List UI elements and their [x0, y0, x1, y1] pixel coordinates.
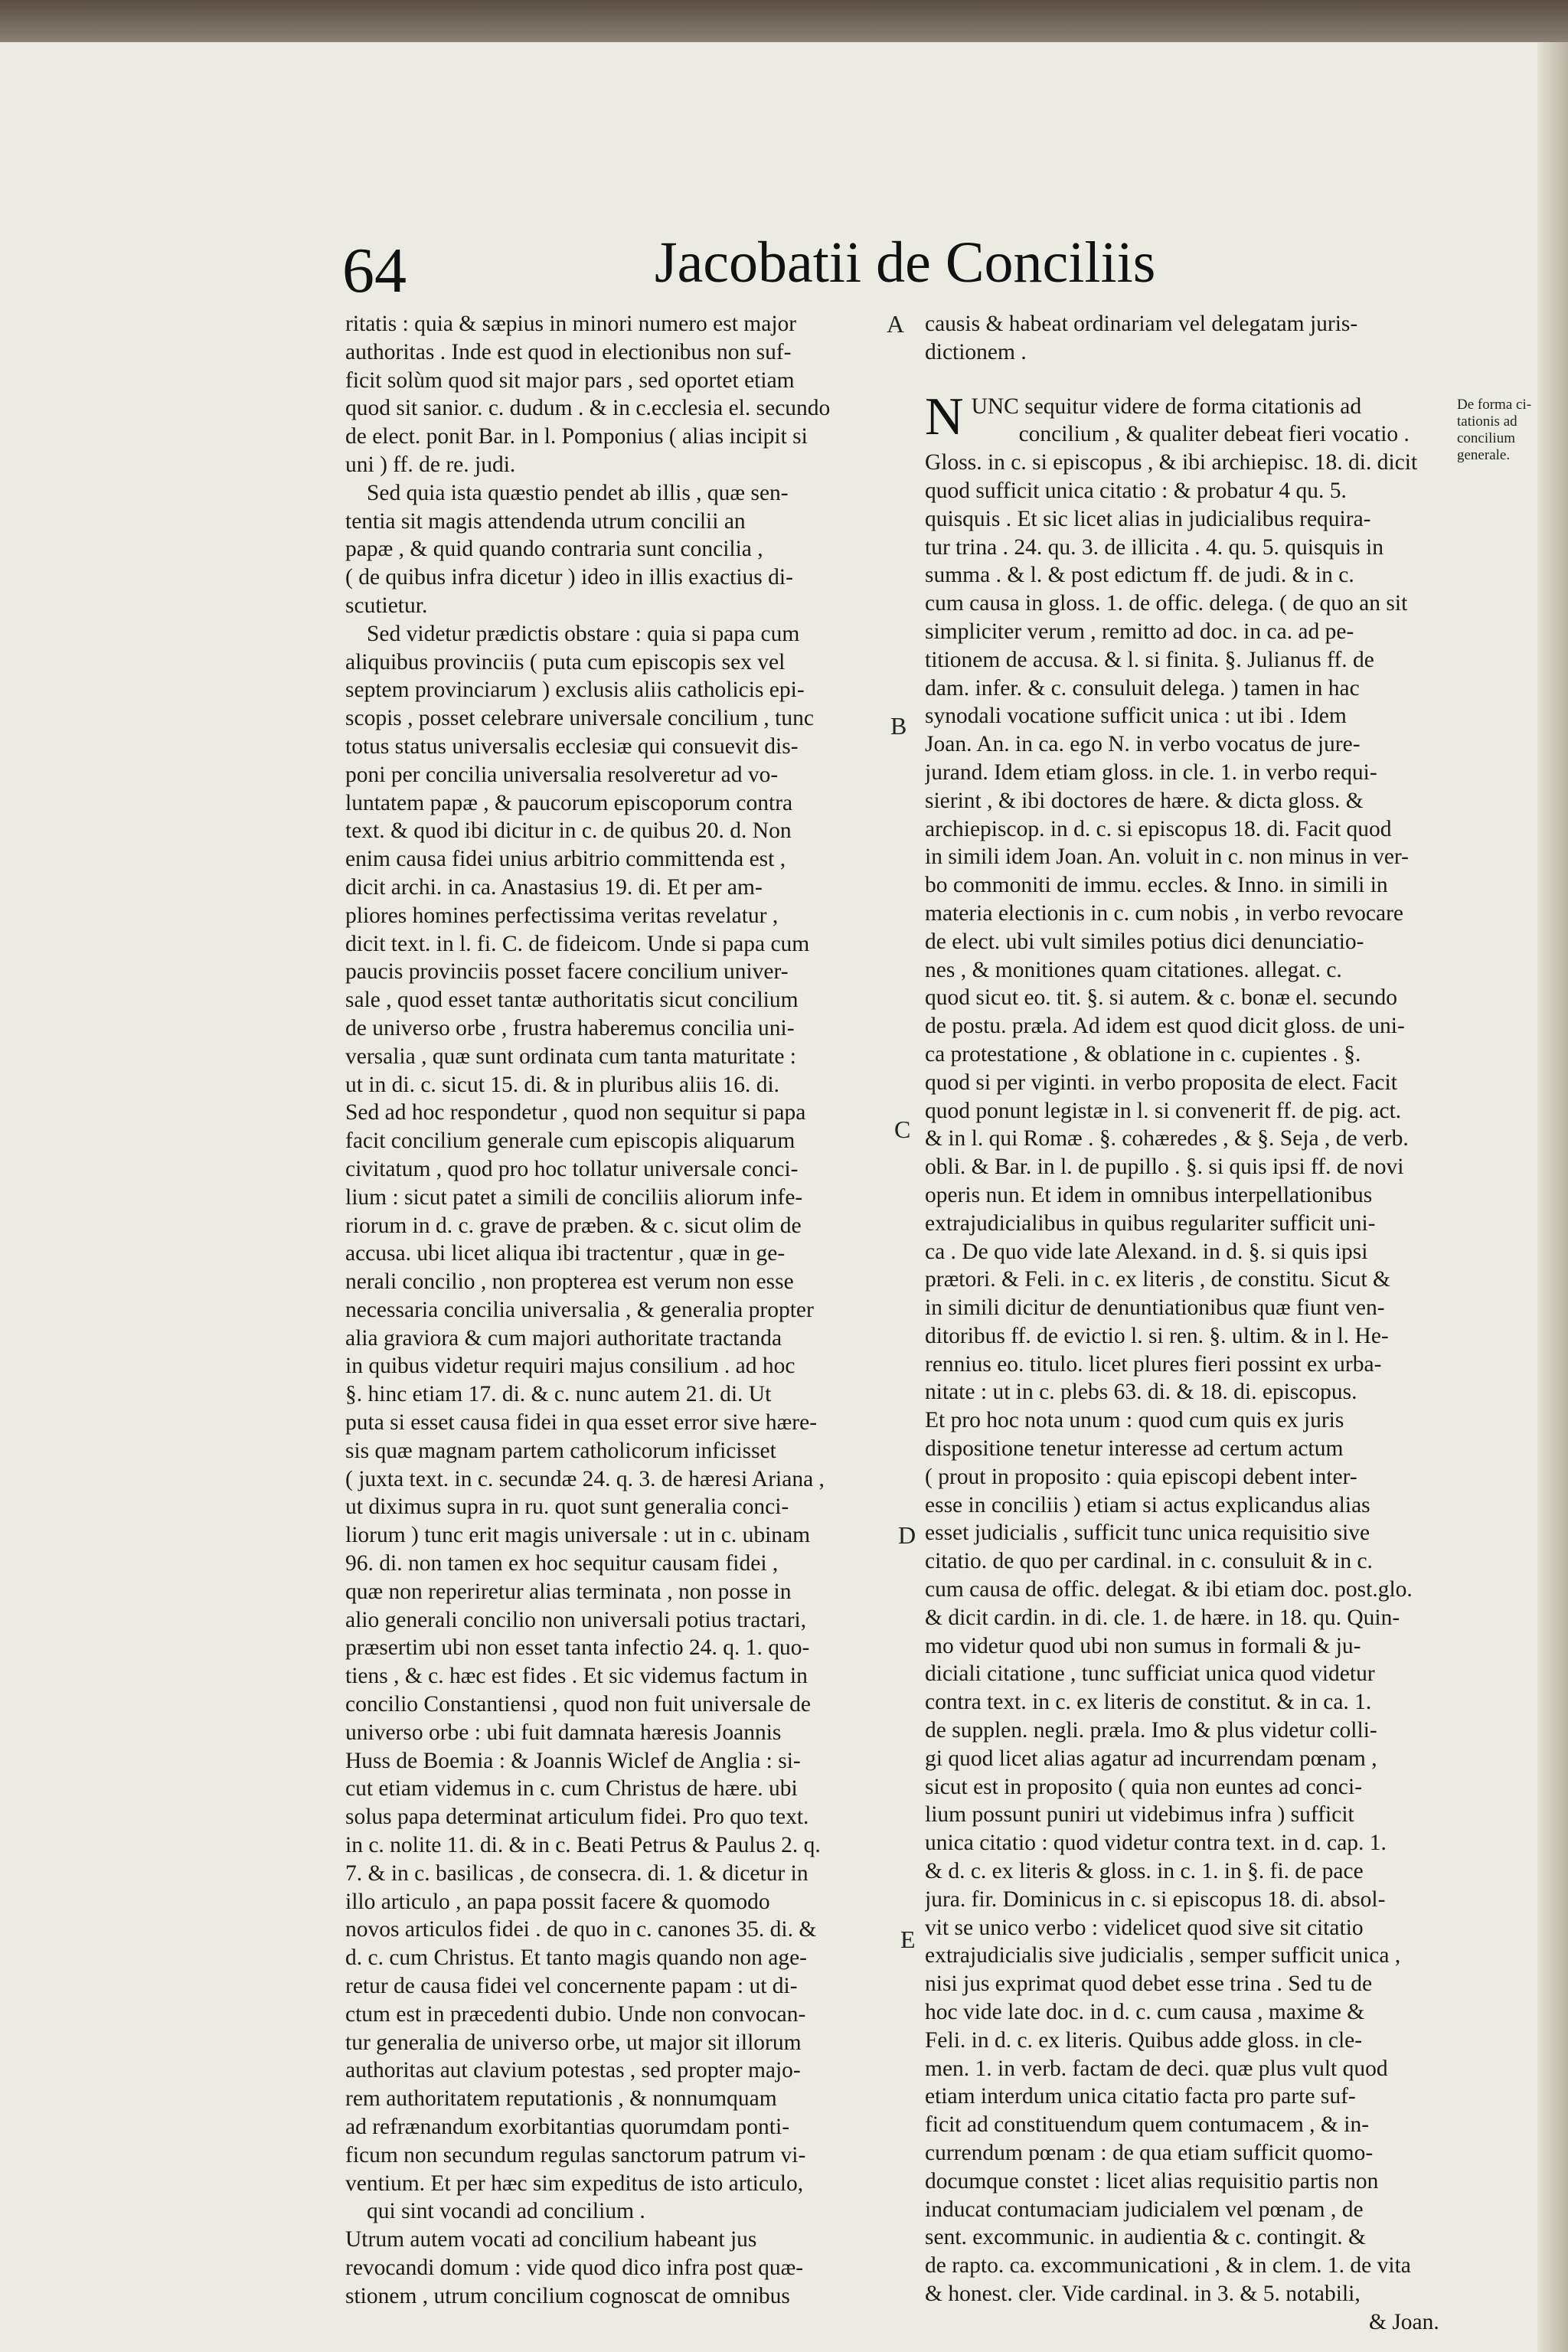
right-column-line: Feli. in d. c. ex literis. Quibus adde gloss. in cle-	[925, 2027, 1363, 2053]
right-column-line: quod sufficit unica citatio : & probatur 4 qu. 5.	[925, 478, 1347, 503]
right-column-line: nitate : ut in c. plebs 63. di. & 18. di. episcopus.	[925, 1380, 1357, 1405]
left-column-line: dicit archi. in ca. Anastasius 19. di. Et per am-	[345, 874, 763, 900]
right-column-line: & dicit cardin. in di. cle. 1. de hære. in 18. qu. Quin-	[925, 1605, 1400, 1630]
right-column-line: vit se unico verbo : videlicet quod sive sit citatio	[925, 1915, 1364, 1940]
left-column-line: ventium. Et per hæc sim expeditus de isto articulo,	[345, 2171, 804, 2196]
right-column-line: archiepiscop. in d. c. si episcopus 18. di. Facit quod	[925, 816, 1392, 841]
left-column-line: quod sit sanior. c. dudum . & in c.ecclesia el. secundo	[345, 396, 831, 421]
right-column-line: currendum pœnam : de qua etiam sufficit quomo-	[925, 2141, 1374, 2165]
right-column-line: gi quod licet alias agatur ad incurrendam pœnam ,	[925, 1746, 1377, 1771]
left-column-line: tur generalia de universo orbe, ut major sit illorum	[345, 2030, 802, 2055]
right-column-line: ficit ad constituendum quem contumacem , & in-	[925, 2112, 1370, 2138]
right-column-line: de postu. præla. Ad idem est quod dicit gloss. de uni-	[925, 1014, 1405, 1039]
left-column-line: paucis provinciis posset facere concilium univer-	[345, 959, 789, 985]
left-column-line: 7. & in c. basilicas , de consecra. di. 1. & dicetur in	[345, 1860, 808, 1886]
right-column-line: jurand. Idem etiam gloss. in cle. 1. in verbo requi-	[925, 760, 1377, 785]
right-column-line: contra text. in c. ex literis de constitut. & in ca. 1.	[925, 1690, 1372, 1715]
left-column-line: authoritas . Inde est quod in electionibus non suf-	[345, 339, 792, 364]
right-column-line: tur trina . 24. qu. 3. de illicita . 4. qu. 5. quisquis in	[925, 534, 1383, 560]
left-column-line: alio generali concilio non universali potius tractari,	[345, 1607, 807, 1632]
right-column-line: prætori. & Feli. in c. ex literis , de constitu. Sicut &	[925, 1267, 1390, 1292]
left-column-line: quæ non reperiretur alias terminata , non posse in	[345, 1579, 792, 1604]
left-column-line: riorum in d. c. grave de præben. & c. sicut olim de	[345, 1213, 802, 1238]
right-column-line: dispositione tenetur interesse ad certum actum	[925, 1436, 1344, 1462]
side-note-line: De forma ci-	[1457, 397, 1532, 413]
left-column-line: sale , quod esset tantæ authoritatis sicut concilium	[345, 988, 799, 1013]
right-column-line: citatio. de quo per cardinal. in c. consuluit & in c.	[925, 1549, 1373, 1574]
right-column	[925, 310, 1455, 2337]
right-column-line: nes , & monitiones quam citationes. allegat. c.	[925, 957, 1342, 982]
right-column-line: UNC sequitur videre de forma citationis ad	[971, 394, 1362, 419]
right-column-line: bo commoniti de immu. eccles. & Inno. in simili in	[925, 873, 1388, 898]
right-column-line: unica citatio : quod videtur contra text. in d. cap. 1.	[925, 1831, 1387, 1856]
right-column-line: sierint , & ibi doctores de hære. & dicta gloss. &	[925, 788, 1364, 813]
right-body	[925, 387, 1455, 2337]
right-column-line: dam. infer. & c. consuluit delega. ) tamen in hac	[925, 675, 1360, 701]
left-column-line: papæ , & quid quando contraria sunt concilia ,	[345, 537, 763, 562]
left-column-line: Sed quia ista quæstio pendet ab illis , quæ sen-	[367, 480, 789, 505]
left-column-line: civitatum , quod pro hoc tollatur universale conci-	[345, 1156, 799, 1181]
left-column-line: de elect. ponit Bar. in l. Pomponius ( alias incipit si	[345, 424, 808, 449]
margin-letter-d: D	[898, 1521, 916, 1549]
right-column-line: de rapto. ca. excommunicationi , & in clem. 1. de vita	[925, 2253, 1411, 2278]
left-column-line: ficum non secundum regulas sanctorum patrum vi-	[345, 2142, 806, 2167]
right-column-line: Et pro hoc nota unum : quod cum quis ex juris	[925, 1408, 1344, 1433]
right-column-line: etiam interdum unica citatio facta pro parte suf-	[925, 2084, 1356, 2109]
left-column-line: Sed ad hoc respondetur , quod non sequitur si papa	[345, 1100, 806, 1125]
left-column-line: ficit solùm quod sit major pars , sed oportet etiam	[345, 368, 795, 393]
right-column-line: quod si per viginti. in verbo proposita de elect. Facit	[925, 1070, 1397, 1095]
right-column-line: documque constet : licet alias requisitio partis non	[925, 2168, 1379, 2194]
left-column-line: d. c. cum Christus. Et tanto magis quando non age-	[345, 1945, 808, 1971]
side-note-line: generale.	[1457, 447, 1511, 463]
right-column-line: ca . De quo vide late Alexand. in d. §. si quis ipsi	[925, 1239, 1368, 1264]
left-column-line: ut diximus supra in ru. quot sunt generalia conci-	[345, 1494, 789, 1520]
left-column-line: text. & quod ibi dicitur in c. de quibus 20. d. Non	[345, 818, 792, 844]
left-column-line: scopis , posset celebrare universale concilium , tunc	[345, 706, 814, 731]
left-column-line: ut in di. c. sicut 15. di. & in pluribus aliis 16. di.	[345, 1072, 780, 1097]
right-column-line: cum causa in gloss. 1. de offic. delega. ( de quo an sit	[925, 591, 1408, 616]
right-column-line: de supplen. negli. præla. Imo & plus videtur colli-	[925, 1718, 1377, 1743]
right-column-line: Gloss. in c. si episcopus , & ibi archiepisc. 18. di. dicit	[925, 450, 1418, 475]
left-column-line: aliquibus provinciis ( puta cum episcopis sex vel	[345, 649, 786, 675]
right-column-line: simpliciter verum , remitto ad doc. in ca. ad pe-	[925, 619, 1354, 644]
left-column-line: ( de quibus infra dicetur ) ideo in illis exactius di-	[345, 565, 793, 590]
right-column-line: Joan. An. in ca. ego N. in verbo vocatus de jure-	[925, 732, 1361, 757]
right-column-line: rennius eo. titulo. licet plures fieri possint ex urba-	[925, 1351, 1382, 1377]
left-column-line: lium : sicut patet a simili de conciliis aliorum infe-	[345, 1184, 803, 1210]
right-top-line: dictionem .	[925, 339, 1027, 364]
left-column-line: alia graviora & cum majori authoritate tractanda	[345, 1325, 782, 1351]
left-column-line: §. hinc etiam 17. di. & c. nunc autem 21. di. Ut	[345, 1382, 772, 1407]
left-column-line: totus status universalis ecclesiæ qui consuevit dis-	[345, 733, 799, 759]
right-column-line: jura. fir. Dominicus in c. si episcopus 18. di. absol-	[925, 1886, 1386, 1912]
left-column-line: enim causa fidei unius arbitrio committenda est ,	[345, 847, 786, 872]
drop-cap-initial: N	[925, 387, 964, 446]
right-column-line: summa . & l. & post edictum ff. de judi. & in c.	[925, 563, 1354, 588]
left-column-line: ctum est in præcedenti dubio. Unde non convocan-	[345, 2001, 806, 2027]
side-note-line: tationis ad	[1457, 413, 1517, 430]
left-column-line: sis quæ magnam partem catholicorum inficisset	[345, 1438, 776, 1463]
left-column-line: necessaria concilia universalia , & generalia propter	[345, 1297, 814, 1322]
right-column-line: extrajudicialis sive judicialis , semper sufficit unica ,	[925, 1943, 1401, 1968]
left-column-line: solus papa determinat articulum fidei. Pro quo text.	[345, 1805, 809, 1830]
right-column-line: synodali vocatione sufficit unica : ut ibi . Idem	[925, 704, 1347, 729]
left-column	[345, 310, 881, 2311]
right-column-line: esse in conciliis ) etiam si actus explicandus alias	[925, 1492, 1370, 1517]
right-column-line: sicut est in proposito ( quia non euntes ad conci-	[925, 1774, 1363, 1799]
right-column-line: quod ponunt legistæ in l. si convenerit ff. de pig. act.	[925, 1098, 1402, 1123]
left-column-line: revocandi domum : vide quod dico infra post quæ-	[345, 2255, 804, 2280]
right-column-line: ditoribus ff. de evictio l. si ren. §. ultim. & in l. He-	[925, 1323, 1389, 1348]
left-column-line: in quibus videtur requiri majus consilium . ad hoc	[345, 1354, 795, 1379]
right-column-line: de elect. ubi vult similes potius dici denunciatio-	[925, 929, 1364, 954]
left-column-line: nerali concilio , non propterea est verum non esse	[345, 1269, 794, 1295]
left-column-line: scutietur.	[345, 593, 428, 618]
book-top-shadow	[0, 0, 1568, 46]
side-note-line: concilium	[1457, 430, 1515, 446]
running-title: Jacobatii de Conciliis	[655, 230, 1156, 295]
left-column-line: ritatis : quia & sæpius in minori numero est major	[345, 312, 797, 336]
right-column-line: in simili idem Joan. An. voluit in c. non minus in ver-	[925, 844, 1409, 870]
right-column-line: ca protestatione , & oblatione in c. cupientes . §.	[925, 1041, 1361, 1067]
left-column-line: de universo orbe , frustra haberemus concilia uni-	[345, 1015, 795, 1040]
right-column-line: quisquis . Et sic licet alias in judicialibus requira-	[925, 506, 1371, 531]
left-column-line: qui sint vocandi ad concilium .	[367, 2199, 645, 2224]
left-column-line: versalia , quæ sunt ordinata cum tanta maturitate :	[345, 1044, 797, 1069]
right-column-line: cum causa de offic. delegat. & ibi etiam doc. post.glo.	[925, 1577, 1413, 1602]
right-column-line: & in l. qui Romæ . §. cohæredes , & §. Seja , de verb.	[925, 1126, 1409, 1152]
page-number: 64	[342, 235, 407, 306]
right-top-line: causis & habeat ordinariam vel delegatam juris-	[925, 312, 1358, 336]
left-column-line: in c. nolite 11. di. & in c. Beati Petrus & Paulus 2. q.	[345, 1833, 821, 1858]
right-column-line: inducat contumaciam judicialem vel pœnam , de	[925, 2197, 1364, 2222]
right-column-line: quod sicut eo. tit. §. si autem. & c. bonæ el. secundo	[925, 985, 1397, 1011]
left-column-line: præsertim ubi non esset tanta infectio 24. q. 1. quo-	[345, 1635, 810, 1661]
margin-letter-b: B	[890, 712, 907, 740]
left-column-line: pliores homines perfectissima veritas revelatur ,	[345, 903, 779, 928]
left-column-line: tiens , & c. hæc est fides . Et sic videmus factum in	[345, 1664, 808, 1689]
left-column-line: septem provinciarum ) exclusis aliis catholicis epi-	[345, 678, 805, 703]
right-column-line: extrajudicialibus in quibus regulariter sufficit uni-	[925, 1210, 1376, 1236]
right-column-line: hoc vide late doc. in d. c. cum causa , maxime &	[925, 2000, 1365, 2025]
right-column-line: sent. excommunic. in audientia & c. contingit. &	[925, 2225, 1366, 2250]
right-column-line: obli. & Bar. in l. de pupillo . §. si quis ipsi ff. de novi	[925, 1155, 1404, 1180]
right-column-line: & honest. cler. Vide cardinal. in 3. & 5. notabili,	[925, 2281, 1361, 2306]
right-column-line: & d. c. ex literis & gloss. in c. 1. in §. fi. de pace	[925, 1859, 1364, 1884]
left-column-line: Utrum autem vocati ad concilium habeant jus	[345, 2227, 757, 2252]
margin-letter-a: A	[887, 310, 905, 338]
right-column-line: lium possunt puniri ut videbimus infra ) sufficit	[925, 1802, 1354, 1828]
left-column-line: Huss de Boemia : & Joannis Wiclef de Anglia : si-	[345, 1748, 801, 1773]
right-column-line: & Joan.	[1369, 2309, 1439, 2334]
left-column-line: accusa. ubi licet aliqua ibi tractentur , quæ in ge-	[345, 1241, 786, 1266]
right-column-line: in simili dicitur de denuntiationibus quæ fiunt ven-	[925, 1295, 1385, 1321]
left-column-line: 96. di. non tamen ex hoc sequitur causam fidei ,	[345, 1551, 779, 1576]
left-column-line: tentia sit magis attendenda utrum concilii an	[345, 508, 746, 534]
side-note	[1457, 397, 1534, 464]
right-column-line: men. 1. in verb. factam de deci. quæ plus vult quod	[925, 2056, 1388, 2081]
right-column-line: titionem de accusa. & l. si finita. §. Julianus ff. de	[925, 647, 1374, 672]
left-column-line: poni per concilia universalia resolveretur ad vo-	[345, 762, 779, 787]
left-column-line: concilio Constantiensi , quod non fuit universale de	[345, 1692, 811, 1717]
right-column-line: esset judicialis , sufficit tunc unica requisitio sive	[925, 1521, 1370, 1546]
left-column-line: uni ) ff. de re. judi.	[345, 452, 516, 477]
right-column-line: diciali citatione , tunc sufficiat unica quod videtur	[925, 1661, 1375, 1687]
left-column-line: cut etiam videmus in c. cum Christus de hære. ubi	[345, 1776, 798, 1802]
left-column-line: luntatem papæ , & paucorum episcoporum contra	[345, 790, 793, 815]
left-column-line: liorum ) tunc erit magis universale : ut in c. ubinam	[345, 1523, 811, 1548]
right-column-line: concilium , & qualiter debeat fieri vocatio .	[1018, 422, 1410, 447]
left-column-line: illo articulo , an papa possit facere & quomodo	[345, 1889, 770, 1914]
left-column-line: rem authoritatem reputationis , & nonnumquam	[345, 2086, 777, 2112]
right-column-line: mo videtur quod ubi non sumus in formali & ju-	[925, 1633, 1361, 1658]
right-column-line: nisi jus exprimat quod debet esse trina . Sed tu de	[925, 1971, 1373, 1997]
left-column-line: universo orbe : ubi fuit damnata hæresis Joannis	[345, 1720, 782, 1745]
left-column-line: retur de causa fidei vel concernente papam : ut di-	[345, 1974, 798, 1999]
left-column-line: Sed videtur prædictis obstare : quia si papa cum	[367, 621, 800, 646]
page-edge	[1537, 42, 1568, 2352]
right-column-line: ( prout in proposito : quia episcopi debent inter-	[925, 1464, 1357, 1489]
left-column-line: ad refrænandum exorbitantias quorumdam ponti-	[345, 2115, 790, 2139]
left-column-line: stionem , utrum concilium cognoscat de omnibus	[345, 2283, 790, 2308]
left-column-line: dicit text. in l. fi. C. de fideicom. Unde si papa cum	[345, 931, 810, 956]
left-column-line: facit concilium generale cum episcopis aliquarum	[345, 1129, 795, 1154]
right-column-line: materia electionis in c. cum nobis , in verbo revocare	[925, 900, 1404, 926]
left-column-line: authoritas aut clavium potestas , sed propter majo-	[345, 2058, 801, 2083]
right-column-line: operis nun. Et idem in omnibus interpellationibus	[925, 1182, 1373, 1207]
margin-letter-e: E	[900, 1926, 916, 1953]
section-gap	[925, 367, 1455, 393]
left-column-line: puta si esset causa fidei in qua esset error sive hære-	[345, 1410, 818, 1436]
margin-letter-c: C	[894, 1116, 911, 1143]
left-column-line: ( juxta text. in c. secundæ 24. q. 3. de hæresi Ariana ,	[345, 1466, 825, 1491]
left-column-line: novos articulos fidei . de quo in c. canones 35. di. &	[345, 1917, 817, 1942]
